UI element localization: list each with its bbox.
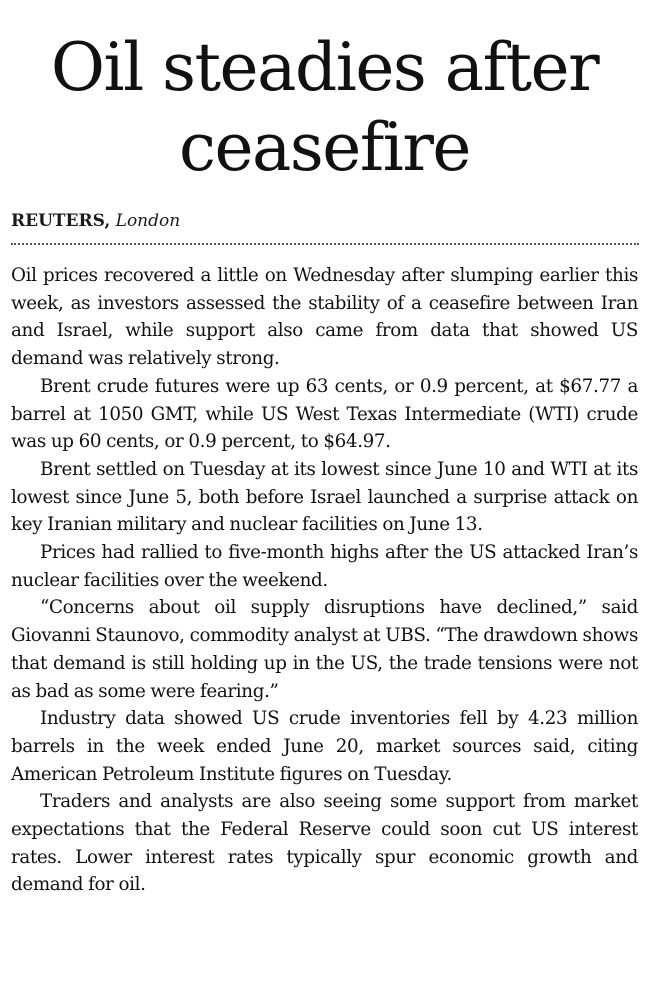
- headline: Oil steadies after ceasefire: [50, 29, 599, 186]
- article-paragraph: Brent crude futures were up 63 cents, or 0.9 percent, at $67.77 a barrel at 1050 GMT, while US West Texas Intermediate (WTI) crude was up 60 cents, or 0.9 percent, to $64.97.: [11, 375, 638, 453]
- article-paragraph: Industry data showed US crude inventories fell by 4.23 million barrels in the week ended June 20, market sources said, citing American Petroleum Institute figures on Tuesday.: [11, 708, 638, 785]
- article-paragraph: Oil prices recovered a little on Wednesday after slumping earlier this week, as investors assessed the stability of a ceasefire between Iran and Israel, while support also came from data that showed US demand was relatively strong.: [11, 265, 638, 370]
- article-paragraph: “Concerns about oil supply disruptions have declined,” said Giovanni Staunovo, commodity analyst at UBS. “The drawdown shows that demand is still holding up in the US, the trade tensions were not as bad as some were fearing.”: [11, 597, 638, 702]
- article-paragraph: Prices had rallied to five-month highs after the US attacked Iran’s nuclear facilities over the weekend.: [11, 542, 638, 591]
- article-paragraph: Traders and analysts are also seeing some support from market expectations that the Federal Reserve could soon cut US interest rates. Lower interest rates typically spur economic growth and demand for oil.: [11, 791, 638, 896]
- byline-agency: REUTERS,: [11, 211, 111, 231]
- byline-city: London: [115, 211, 181, 231]
- byline: [11, 209, 180, 233]
- article-body: [11, 262, 638, 899]
- dotted-divider: [11, 243, 639, 245]
- article-paragraph: Brent settled on Tuesday at its lowest since June 10 and WTI at its lowest since June 5, both before Israel launched a surprise attack on key Iranian military and nuclear facilities on June 13.: [11, 458, 638, 536]
